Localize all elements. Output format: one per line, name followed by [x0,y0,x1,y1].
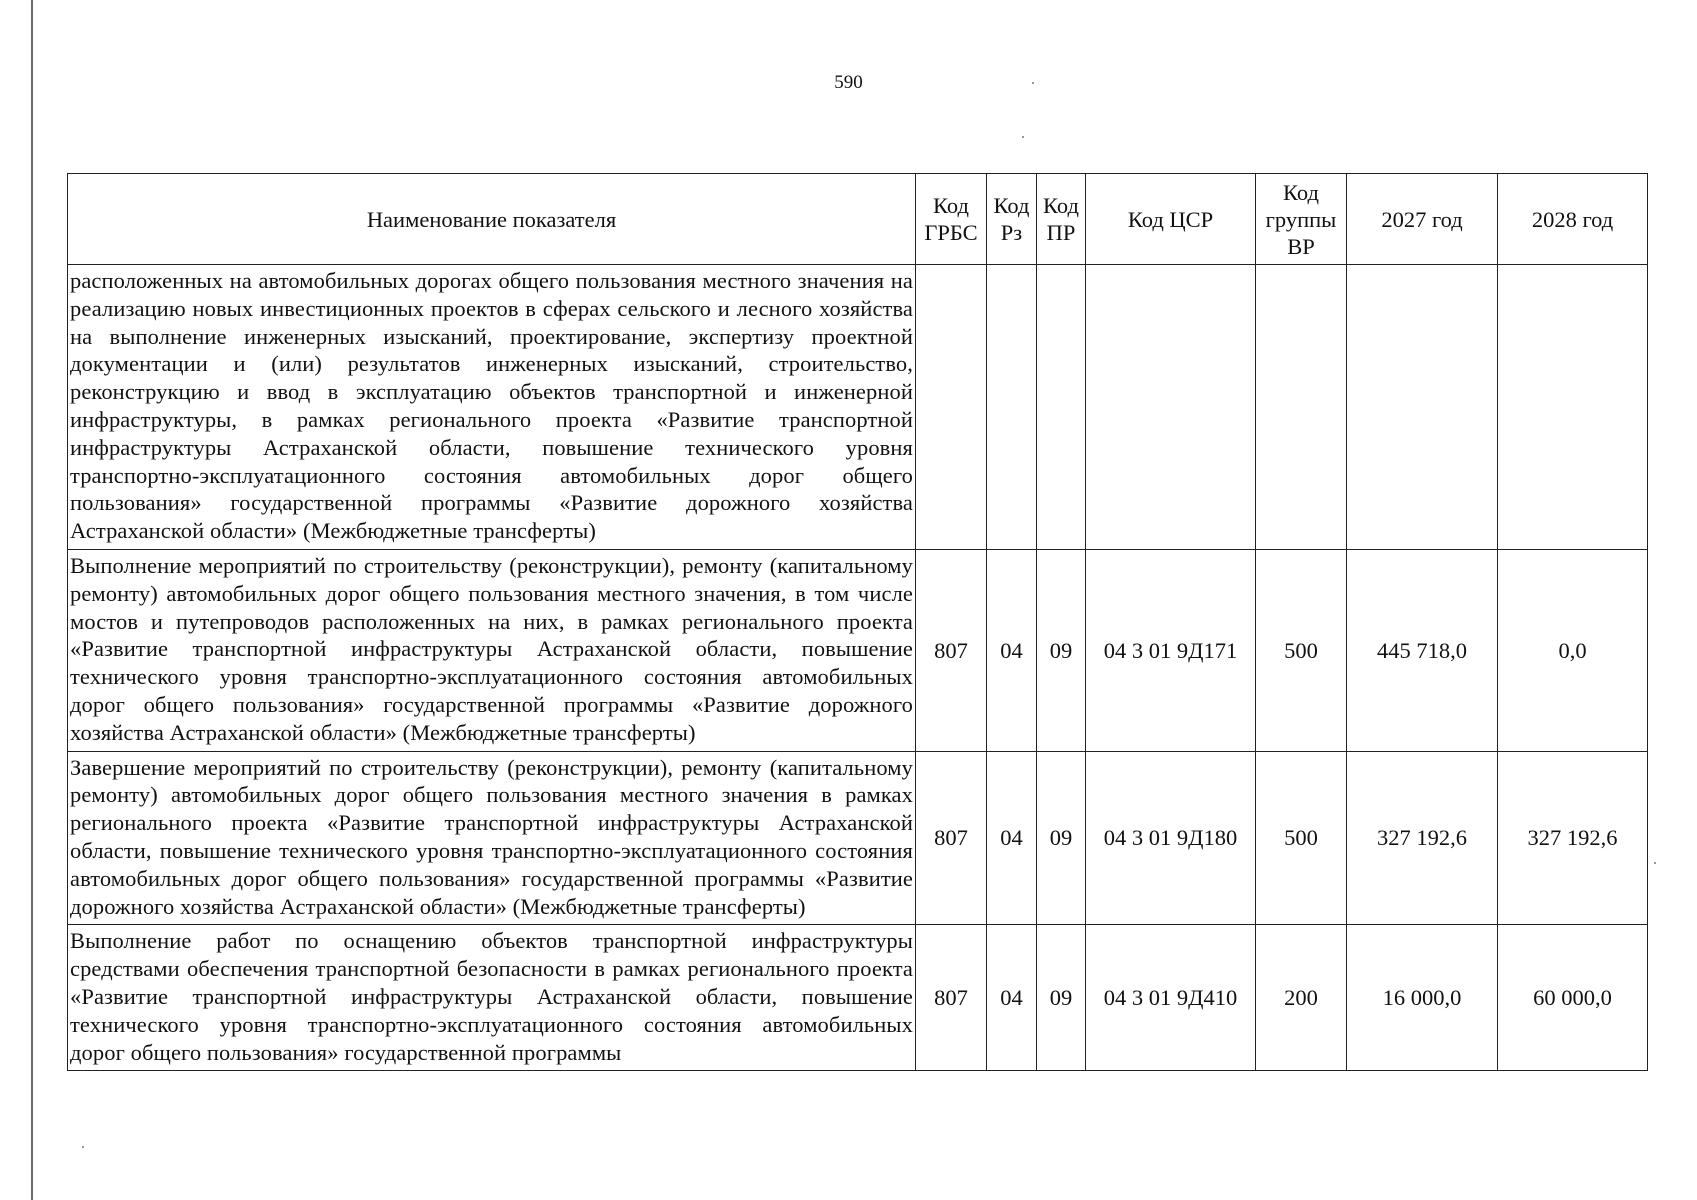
cell-vr [1256,265,1347,550]
cell-rz: 04 [987,549,1037,751]
cell-name: Завершение мероприятий по строительству (реконструкции), ремонту (капитальному ремонту) автомобильных дорог общего пользования местного значения в рамках регионального проекта «Развитие транспортной инфраструктуры Астраханской области, повышение технического уровня транспортно-эксплуатационного состояния автомобильных дорог общего пользования» государственной программы «Развитие дорожного хозяйства Астраханской области» (Межбюджетные трансферты) [68,751,916,925]
cell-csr: 04 3 01 9Д180 [1086,751,1256,925]
cell-vr: 500 [1256,549,1347,751]
cell-pr: 09 [1037,751,1086,925]
cell-rz [987,265,1037,550]
cell-pr: 09 [1037,549,1086,751]
budget-table [67,173,1648,1071]
cell-grbs: 807 [916,925,987,1071]
cell-name: расположенных на автомобильных дорогах общего пользования местного значения на реализацию новых инвестиционных проектов в сферах сельского и лесного хозяйства на выполнение инженерных изысканий, проектирование, экспертизу проектной документации и (или) результатов инженерных изысканий, строительство, реконструкцию и ввод в эксплуатацию объектов транспортной и инженерной инфраструктуры, в рамках регионального проекта «Развитие транспортной инфраструктуры Астраханской области, повышение технического уровня транспортно-эксплуатационного состояния автомобильных дорог общего пользования» государственной программы «Развитие дорожного хозяйства Астраханской области» (Межбюджетные трансферты) [68,265,916,550]
scan-speck [1032,82,1034,84]
binding-edge-line [31,0,33,1200]
cell-grbs: 807 [916,549,987,751]
cell-2027 [1347,265,1498,550]
header-name: Наименование показателя [68,174,916,265]
cell-name: Выполнение мероприятий по строительству (реконструкции), ремонту (капитальному ремонту) автомобильных дорог общего пользования местного значения, в том числе мостов и путепроводов расположенных на них, в рамках регионального проекта «Развитие транспортной инфраструктуры Астраханской области, повышение технического уровня транспортно-эксплуатационного состояния автомобильных дорог общего пользования» государственной программы «Развитие дорожного хозяйства Астраханской области» (Межбюджетные трансферты) [68,549,916,751]
page-number: 590 [834,72,863,93]
cell-2027: 16 000,0 [1347,925,1498,1071]
cell-vr: 200 [1256,925,1347,1071]
cell-pr: 09 [1037,925,1086,1071]
header-grbs: Код ГРБС [916,174,987,265]
header-csr: Код ЦСР [1086,174,1256,265]
cell-rz: 04 [987,751,1037,925]
table-row [68,549,1648,751]
scan-speck [1654,862,1656,864]
header-rz: Код Рз [987,174,1037,265]
header-2028: 2028 год [1498,174,1648,265]
scan-speck [82,1146,84,1148]
cell-csr [1086,265,1256,550]
cell-2027: 445 718,0 [1347,549,1498,751]
table-header-row [68,174,1648,265]
table-row [68,751,1648,925]
cell-2028 [1498,265,1648,550]
table-row [68,265,1648,550]
cell-csr: 04 3 01 9Д171 [1086,549,1256,751]
cell-name: Выполнение работ по оснащению объектов транспортной инфраструктуры средствами обеспечения транспортной безопасности в рамках регионального проекта «Развитие транспортной инфраструктуры Астраханской области, повышение технического уровня транспортно-эксплуатационного состояния автомобильных дорог общего пользования» государственной программы [68,925,916,1071]
cell-2028: 327 192,6 [1498,751,1648,925]
table-row [68,925,1648,1071]
header-vr: Код группы ВР [1256,174,1347,265]
cell-vr: 500 [1256,751,1347,925]
cell-2028: 60 000,0 [1498,925,1648,1071]
header-2027: 2027 год [1347,174,1498,265]
cell-2027: 327 192,6 [1347,751,1498,925]
header-pr: Код ПР [1037,174,1086,265]
scan-speck [1022,136,1024,138]
cell-csr: 04 3 01 9Д410 [1086,925,1256,1071]
cell-grbs: 807 [916,751,987,925]
cell-grbs [916,265,987,550]
cell-rz: 04 [987,925,1037,1071]
cell-pr [1037,265,1086,550]
cell-2028: 0,0 [1498,549,1648,751]
